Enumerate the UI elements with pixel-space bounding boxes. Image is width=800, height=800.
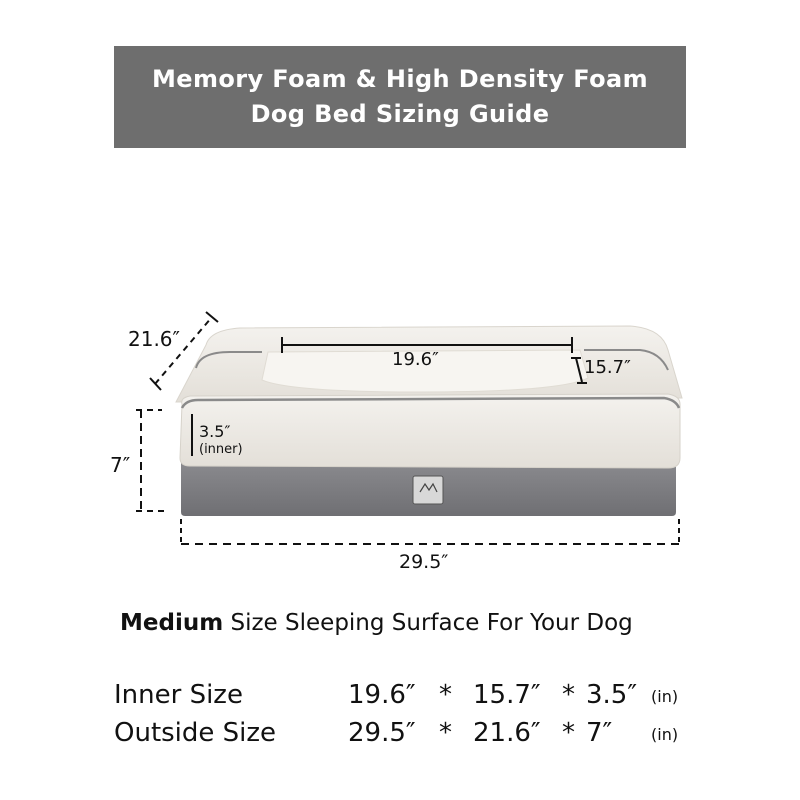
- label-outer-depth: 21.6″: [128, 327, 181, 351]
- title-line-2: Dog Bed Sizing Guide: [250, 100, 550, 128]
- spec-times: *: [439, 680, 452, 710]
- spec-unit: (in): [651, 687, 679, 706]
- dimension-outer-height: [136, 410, 168, 511]
- spec-depth: 15.7″: [473, 680, 541, 710]
- label-inner-height: 3.5″: [199, 422, 231, 441]
- size-word: Medium: [120, 610, 224, 636]
- spec-height: 3.5″: [586, 680, 638, 710]
- spec-unit: (in): [651, 725, 679, 744]
- size-headline: [120, 610, 633, 636]
- label-inner-depth: 15.7″: [584, 357, 631, 378]
- spec-height: 7″: [586, 718, 613, 748]
- spec-label: Inner Size: [114, 680, 243, 710]
- bed-front-cushion: [180, 394, 680, 468]
- spec-label: Outside Size: [114, 718, 277, 748]
- label-inner-width: 19.6″: [392, 349, 439, 370]
- label-outer-width: 29.5″: [399, 551, 449, 573]
- spec-times: *: [439, 718, 452, 748]
- headline-rest: Size Sleeping Surface For Your Dog: [223, 610, 633, 636]
- dimension-outer-width: [181, 519, 679, 545]
- spec-width: 19.6″: [348, 680, 416, 710]
- label-inner-height-note: (inner): [199, 442, 243, 457]
- brand-logo-patch: [413, 476, 443, 504]
- spec-row-inner: [114, 680, 714, 716]
- spec-times: *: [562, 718, 575, 748]
- spec-times: *: [562, 680, 575, 710]
- spec-width: 29.5″: [348, 718, 416, 748]
- label-outer-height: 7″: [110, 453, 131, 477]
- title-line-1: Memory Foam & High Density Foam: [152, 65, 648, 93]
- spec-row-outside: [114, 718, 714, 754]
- spec-depth: 21.6″: [473, 718, 541, 748]
